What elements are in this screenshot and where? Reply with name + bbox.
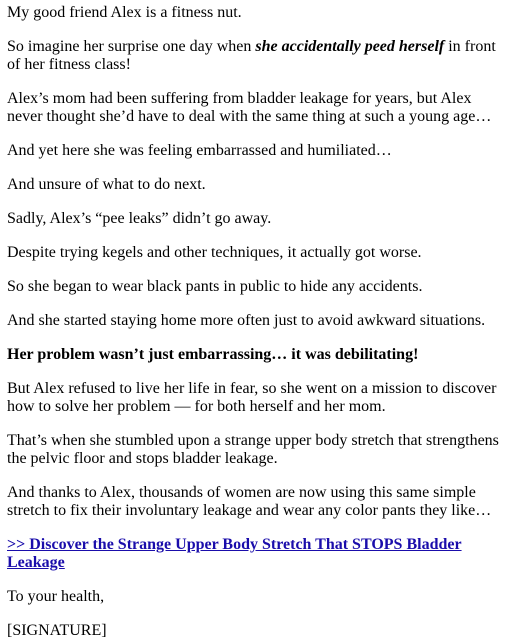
paragraph-kegels: Despite trying kegels and other techniques, it actually got worse. (7, 244, 422, 261)
paragraph-staying-home: And she started staying home more often just to avoid awkward situations. (7, 312, 486, 329)
paragraph-intro: My good friend Alex is a fitness nut. (7, 4, 242, 21)
paragraph-pee-leaks: Sadly, Alex’s “pee leaks” didn’t go away. (7, 210, 272, 227)
paragraph-debilitating: Her problem wasn’t just embarrassing… it was debilitating! (7, 346, 419, 363)
surprise-emphasis: she accidentally peed herself (255, 38, 445, 55)
surprise-text-start: So imagine her surprise one day when (7, 38, 256, 55)
paragraph-black-pants: So she began to wear black pants in public to hide any accidents. (7, 278, 423, 295)
paragraph-stretch: That’s when she stumbled upon a strange upper body stretch that strengthens the pelvic floor and stops bladder leakage. (7, 432, 499, 467)
paragraph-thanks: And thanks to Alex, thousands of women are now using this same simple stretch to fix their involuntary leakage and wear any color pants they like… (7, 484, 492, 519)
paragraph-embarrassed: And yet here she was feeling embarrassed and humiliated… (7, 142, 392, 159)
signoff: To your health, (7, 588, 105, 605)
paragraph-mission: But Alex refused to live her life in fear, so she went on a mission to discover how to solve her problem — for both herself and her mom. (7, 380, 497, 415)
paragraph-surprise (7, 38, 509, 74)
cta-paragraph (7, 536, 509, 572)
cta-link[interactable]: >> Discover the Strange Upper Body Stretch That STOPS Bladder Leakage (7, 536, 462, 571)
paragraph-unsure: And unsure of what to do next. (7, 176, 206, 193)
paragraph-mom: Alex’s mom had been suffering from bladder leakage for years, but Alex never thought she’d have to deal with the same thing at such a young age… (7, 90, 492, 125)
surprise-text-end: in front of her fitness class! (7, 38, 496, 73)
signature: [SIGNATURE] (7, 622, 107, 639)
